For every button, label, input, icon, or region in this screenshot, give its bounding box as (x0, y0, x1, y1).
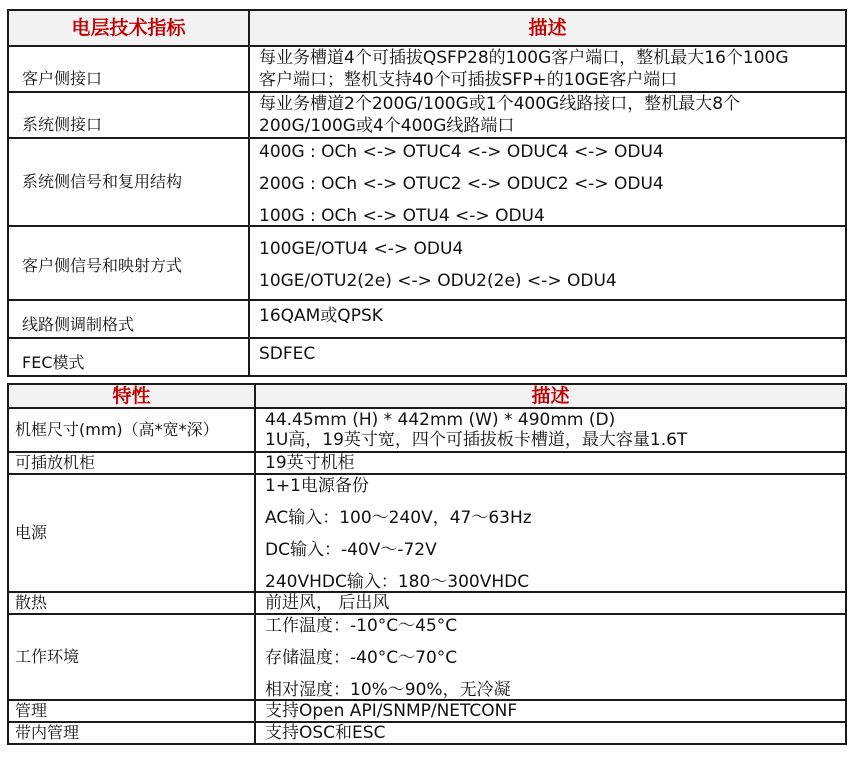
desc-line: 存储温度：-40°C～70°C (265, 648, 458, 668)
desc-line: DC输入：-40V～-72V (265, 540, 437, 560)
header-description: 描述 (249, 10, 846, 46)
row-description (255, 474, 846, 592)
table-row (8, 592, 846, 614)
row-description (249, 338, 846, 376)
table-row (8, 226, 846, 300)
header-description: 描述 (255, 384, 846, 408)
row-label: 可插放机柜 (8, 452, 255, 474)
table-row (8, 138, 846, 226)
desc-line: 前进风， 后出风 (265, 593, 390, 613)
row-description (255, 614, 846, 700)
table-row (8, 452, 846, 474)
table-row (8, 408, 846, 452)
desc-line: 每业务槽道2个200G/100G或1个400G线路接口，整机最大8个 (259, 94, 741, 114)
table-row (8, 722, 846, 744)
header-spec: 电层技术指标 (8, 10, 249, 46)
desc-line: 支持Open API/SNMP/NETCONF (265, 701, 518, 721)
row-label: 电源 (8, 474, 255, 592)
desc-line: 1+1电源备份 (265, 476, 369, 496)
row-label: 管理 (8, 700, 255, 722)
row-label: 线路侧调制格式 (8, 300, 249, 338)
row-label: 带内管理 (8, 722, 255, 744)
row-label: 客户侧接口 (8, 46, 249, 92)
desc-line: 1U高，19英寸宽，四个可插拔板卡槽道，最大容量1.6T (265, 430, 688, 450)
desc-line: SDFEC (259, 344, 316, 364)
row-label: 散热 (8, 592, 255, 614)
desc-line: 100G : OCh <-> OTU4 <-> ODU4 (259, 206, 545, 226)
desc-line: 19英寸机柜 (265, 453, 355, 473)
desc-line: 44.45mm (H) * 442mm (W) * 490mm (D) (265, 410, 616, 430)
desc-line: 相对湿度：10%～90%，无冷凝 (265, 680, 511, 700)
table-row (8, 338, 846, 376)
product-feature-table (7, 383, 847, 745)
row-description (255, 408, 846, 452)
table-row (8, 474, 846, 592)
row-description (255, 592, 846, 614)
desc-line: 客户端口；整机支持40个可插拔SFP+的10GE客户端口 (259, 70, 678, 90)
electrical-spec-table (7, 9, 847, 377)
row-description (255, 452, 846, 474)
row-label: 系统侧接口 (8, 92, 249, 138)
desc-line: 400G : OCh <-> OTUC4 <-> ODUC4 <-> ODU4 (259, 142, 664, 162)
row-label: FEC模式 (8, 338, 249, 376)
row-description (249, 226, 846, 300)
desc-line: 240VHDC输入：180～300VHDC (265, 572, 530, 592)
row-description (249, 300, 846, 338)
table-row (8, 46, 846, 92)
desc-line: 16QAM或QPSK (259, 306, 383, 326)
desc-line: 10GE/OTU2(2e) <-> ODU2(2e) <-> ODU4 (259, 271, 617, 291)
row-description (255, 722, 846, 744)
table-row (8, 614, 846, 700)
table-header-row (8, 10, 846, 46)
header-feature: 特性 (8, 384, 255, 408)
desc-line: 工作温度：-10°C～45°C (265, 616, 458, 636)
row-description (249, 138, 846, 226)
row-description (255, 700, 846, 722)
row-label: 客户侧信号和映射方式 (8, 226, 249, 300)
table-header-row (8, 384, 846, 408)
desc-line: 支持OSC和ESC (265, 723, 386, 743)
row-label: 工作环境 (8, 614, 255, 700)
desc-line: 100GE/OTU4 <-> ODU4 (259, 239, 464, 259)
table-row (8, 700, 846, 722)
table-row (8, 300, 846, 338)
row-description (249, 46, 846, 92)
desc-line: 200G : OCh <-> OTUC2 <-> ODUC2 <-> ODU4 (259, 174, 664, 194)
row-label: 系统侧信号和复用结构 (8, 138, 249, 226)
row-description (249, 92, 846, 138)
desc-line: 每业务槽道4个可插拔QSFP28的100G客户端口，整机最大16个100G (259, 48, 789, 68)
desc-line: 200G/100G或4个400G线路端口 (259, 116, 515, 136)
row-label: 机框尺寸(mm)（高*宽*深） (8, 408, 255, 452)
table-row (8, 92, 846, 138)
desc-line: AC输入：100～240V，47～63Hz (265, 508, 532, 528)
